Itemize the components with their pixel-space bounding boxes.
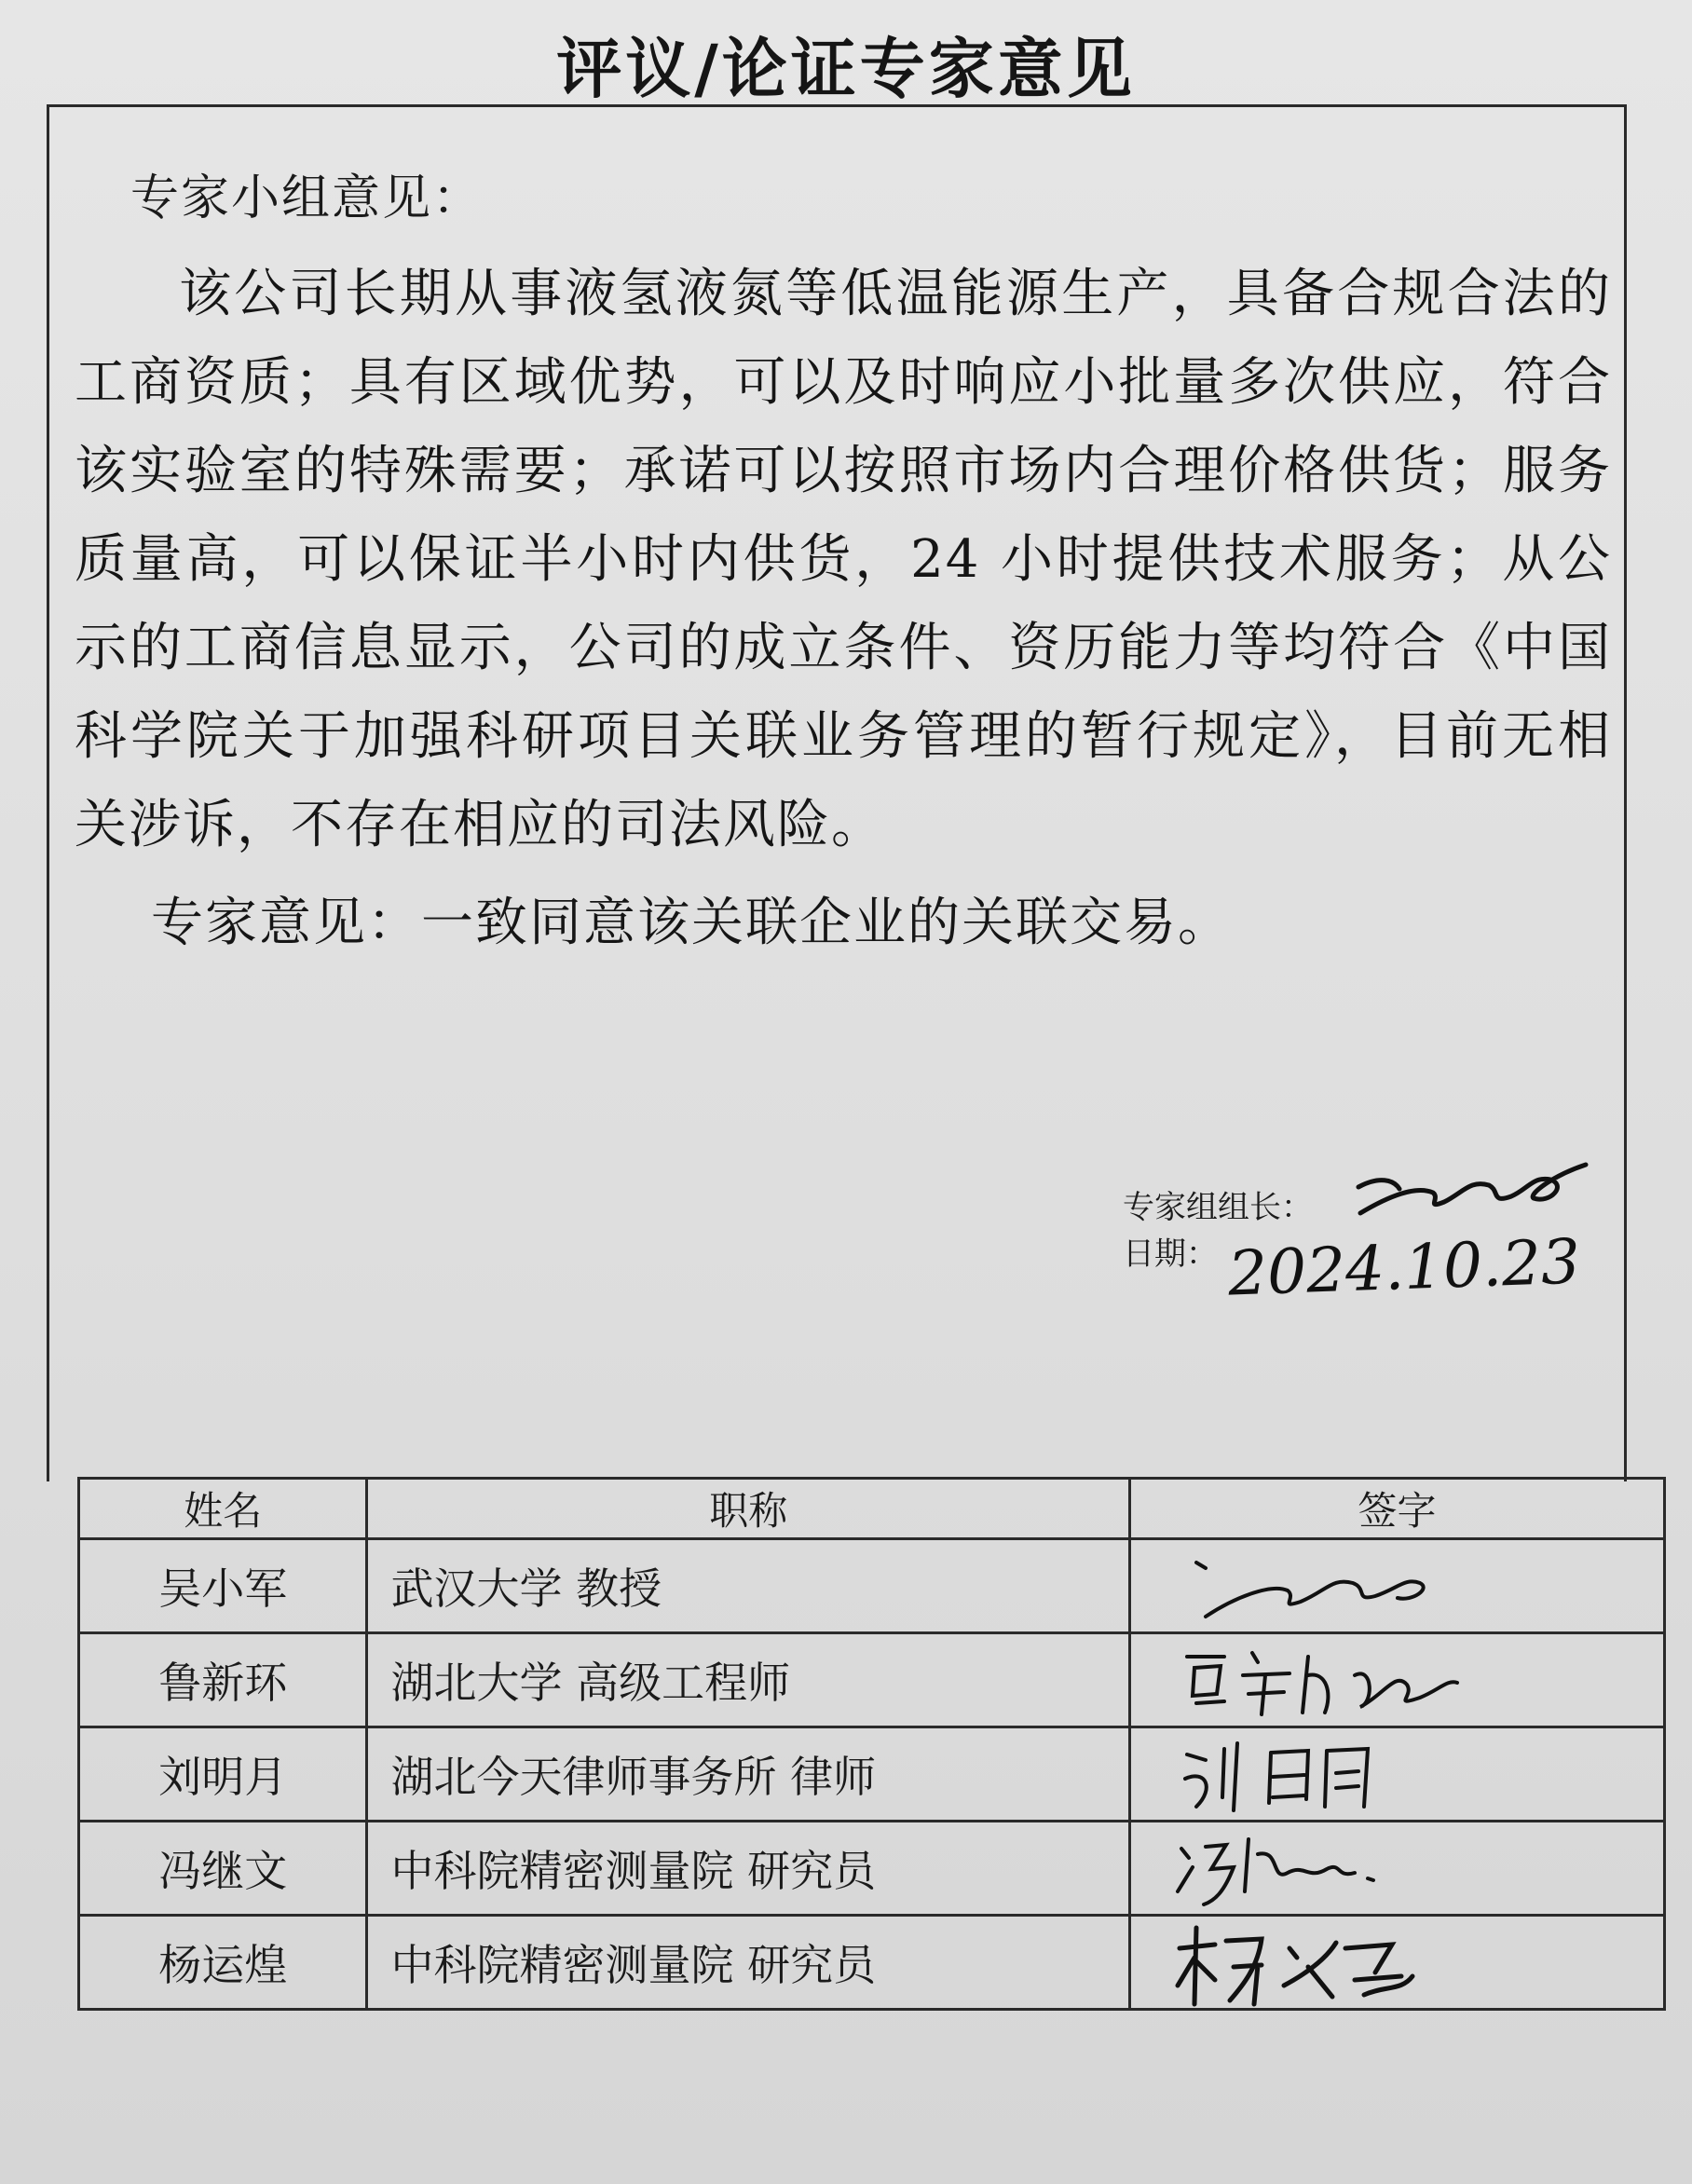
opinion-body xyxy=(75,250,1612,869)
expert-name: 吴小军 xyxy=(79,1539,367,1633)
expert-title: 中科院精密测量院 研究员 xyxy=(367,1822,1130,1916)
table-row xyxy=(79,1633,1665,1727)
leader-label: 专家组组长： xyxy=(1123,1189,1313,1226)
column-header-signature: 签字 xyxy=(1130,1479,1665,1539)
table-row xyxy=(79,1727,1665,1822)
expert-opinion: 专家意见：一致同意该关联企业的关联交易。 xyxy=(151,893,1232,953)
table-row xyxy=(79,1916,1665,2010)
column-header-name: 姓名 xyxy=(79,1479,367,1539)
document-title: 评议/论证专家意见 xyxy=(556,30,1136,107)
expert-title: 中科院精密测量院 研究员 xyxy=(367,1916,1130,2010)
expert-signature xyxy=(1130,1916,1665,2010)
expert-signature xyxy=(1130,1633,1665,1727)
table-row xyxy=(79,1539,1665,1633)
date-label: 日期： xyxy=(1123,1235,1218,1273)
expert-signature xyxy=(1130,1822,1665,1916)
expert-title: 湖北今天律师事务所 律师 xyxy=(367,1727,1130,1822)
expert-name: 冯继文 xyxy=(79,1822,367,1916)
expert-signature xyxy=(1130,1727,1665,1822)
table-header-row xyxy=(79,1479,1665,1539)
expert-signature xyxy=(1130,1539,1665,1633)
expert-name: 刘明月 xyxy=(79,1727,367,1822)
signed-date: 2024.10.23 xyxy=(1226,1225,1582,1310)
expert-name: 杨运煌 xyxy=(79,1916,367,2010)
expert-title: 武汉大学 教授 xyxy=(367,1539,1130,1633)
panel-heading: 专家小组意见： xyxy=(130,171,484,226)
expert-table xyxy=(77,1477,1666,2011)
table-row xyxy=(79,1822,1665,1916)
leader-signature xyxy=(1351,1148,1593,1235)
opinion-paragraph: 该公司长期从事液氢液氮等低温能源生产，具备合规合法的工商资质；具有区域优势，可以及时响应小批量多次供应，符合该实验室的特殊需要；承诺可以按照市场内合理价格供货；服务质量高，可以保证半小时内供货，24 小时提供技术服务；从公示的工商信息显示，公司的成立条件、资历能力等均符合《中国科学院关于加强科研项目关联业务管理的暂行规定》，目前无相关涉诉，不存在相应的司法风险。 xyxy=(75,264,1612,855)
expert-title: 湖北大学 高级工程师 xyxy=(367,1633,1130,1727)
expert-name: 鲁新环 xyxy=(79,1633,367,1727)
column-header-title: 职称 xyxy=(367,1479,1130,1539)
